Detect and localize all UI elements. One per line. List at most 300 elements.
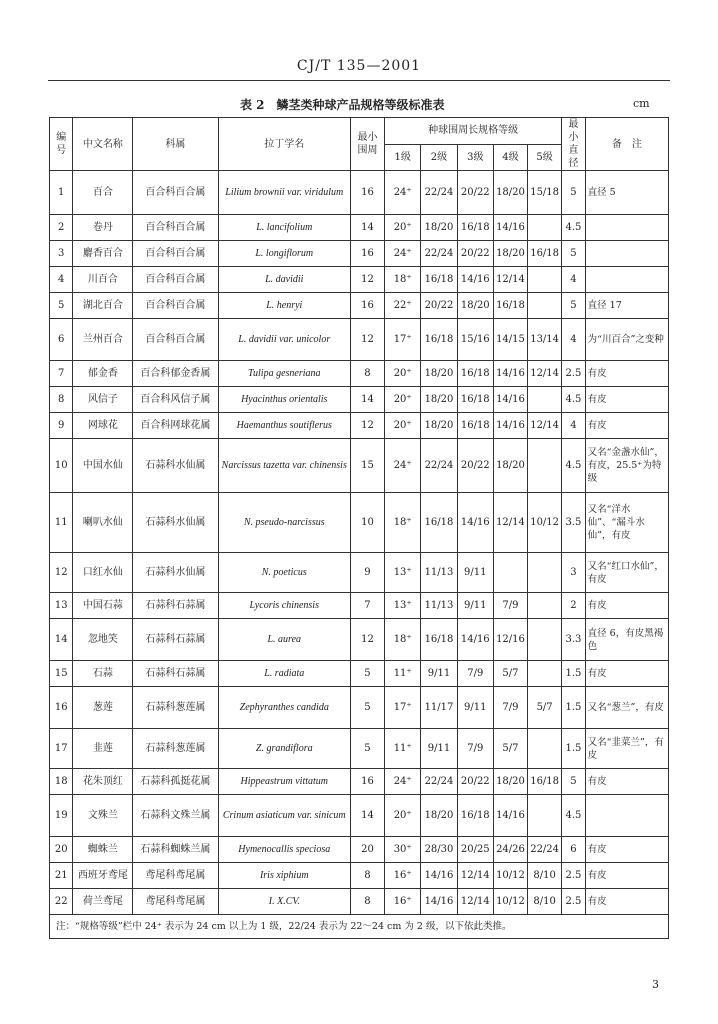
cell-cname: 中国水仙 (73, 439, 133, 493)
table-row (50, 319, 669, 361)
cell-grade-1: 20⁺ (385, 413, 421, 439)
cell-no: 10 (50, 439, 73, 493)
table-row (50, 413, 669, 439)
table-row (50, 863, 669, 889)
cell-cname: 西班牙鸢尾 (73, 863, 133, 889)
cell-no: 14 (50, 619, 73, 661)
cell-remark: 又名“葱兰”，有皮 (585, 687, 668, 729)
col-grade-4: 4级 (493, 144, 527, 171)
cell-family: 石蒜科蜘蛛兰属 (133, 837, 218, 863)
table-note: 注：“规格等级”栏中 24⁺ 表示为 24 cm 以上为 1 级，22/24 表示为 22～24 cm 为 2 级，以下依此类推。 (50, 915, 669, 939)
cell-min-girth: 14 (350, 795, 384, 837)
cell-grade-4: 18/20 (493, 171, 527, 215)
cell-latin: Lycoris chinensis (218, 593, 350, 619)
cell-grade-4: 24/26 (493, 837, 527, 863)
cell-grade-4: 14/16 (493, 361, 527, 387)
cell-cname: 卷丹 (73, 215, 133, 241)
cell-remark: 有皮 (585, 837, 668, 863)
cell-grade-1: 24⁺ (385, 171, 421, 215)
col-grade-2: 2级 (421, 144, 457, 171)
cell-grade-2: 22/24 (421, 769, 457, 795)
cell-cname: 网球花 (73, 413, 133, 439)
cell-grade-2: 14/16 (421, 863, 457, 889)
cell-grade-4: 10/12 (493, 889, 527, 915)
cell-grade-2: 11/13 (421, 593, 457, 619)
cell-grade-5: 12/14 (528, 361, 562, 387)
cell-family: 百合科网球花属 (133, 413, 218, 439)
cell-grade-2: 18/20 (421, 413, 457, 439)
cell-grade-5: 16/18 (528, 769, 562, 795)
cell-no: 2 (50, 215, 73, 241)
cell-remark: 为“川百合”之变种 (585, 319, 668, 361)
cell-remark (585, 215, 668, 241)
cell-grade-5: 8/10 (528, 863, 562, 889)
cell-grade-1: 13⁺ (385, 593, 421, 619)
cell-family: 百合科百合属 (133, 171, 218, 215)
table-row (50, 267, 669, 293)
cell-grade-1: 16⁺ (385, 863, 421, 889)
cell-grade-3: 15/16 (457, 319, 493, 361)
cell-latin: L. davidii (218, 267, 350, 293)
cell-grade-5: 12/14 (528, 413, 562, 439)
cell-no: 12 (50, 553, 73, 593)
cell-grade-5 (528, 553, 562, 593)
col-latin: 拉丁学名 (218, 118, 350, 171)
cell-grade-2: 11/17 (421, 687, 457, 729)
cell-grade-2: 16/18 (421, 319, 457, 361)
cell-min-girth: 9 (350, 553, 384, 593)
cell-grade-2: 22/24 (421, 241, 457, 267)
cell-grade-1: 16⁺ (385, 889, 421, 915)
cell-grade-3: 9/11 (457, 593, 493, 619)
cell-latin: L. henryi (218, 293, 350, 319)
cell-latin: L. lancifolium (218, 215, 350, 241)
cell-grade-2: 18/20 (421, 361, 457, 387)
cell-grade-5 (528, 387, 562, 413)
cell-min-diam: 5 (562, 293, 585, 319)
cell-no: 6 (50, 319, 73, 361)
cell-latin: N. poeticus (218, 553, 350, 593)
cell-remark (585, 795, 668, 837)
cell-grade-1: 17⁺ (385, 687, 421, 729)
cell-cname: 川百合 (73, 267, 133, 293)
cell-grade-1: 24⁺ (385, 439, 421, 493)
cell-grade-2: 18/20 (421, 795, 457, 837)
table-unit: cm (633, 97, 650, 110)
cell-cname: 口红水仙 (73, 553, 133, 593)
cell-grade-1: 18⁺ (385, 493, 421, 553)
cell-latin: Iris xiphium (218, 863, 350, 889)
table-row (50, 215, 669, 241)
cell-grade-4: 14/16 (493, 387, 527, 413)
cell-cname: 风信子 (73, 387, 133, 413)
table-row (50, 387, 669, 413)
cell-min-diam: 2 (562, 593, 585, 619)
cell-grade-4: 14/16 (493, 215, 527, 241)
cell-grade-1: 11⁺ (385, 729, 421, 769)
cell-family: 百合科风信子属 (133, 387, 218, 413)
cell-no: 15 (50, 661, 73, 687)
cell-grade-4: 5/7 (493, 729, 527, 769)
table-title: 表 2 鳞茎类种球产品规格等级标准表 (240, 98, 445, 112)
col-grade-5: 5级 (528, 144, 562, 171)
cell-cname: 兰州百合 (73, 319, 133, 361)
cell-cname: 麝香百合 (73, 241, 133, 267)
cell-grade-4: 18/20 (493, 769, 527, 795)
cell-grade-2: 14/16 (421, 889, 457, 915)
col-grade-1: 1级 (385, 144, 421, 171)
col-family: 科属 (133, 118, 218, 171)
cell-grade-5: 5/7 (528, 687, 562, 729)
cell-grade-5 (528, 267, 562, 293)
standard-number: CJ/T 135—2001 (296, 58, 422, 74)
cell-min-girth: 12 (350, 413, 384, 439)
cell-min-diam: 4.5 (562, 387, 585, 413)
cell-remark (585, 241, 668, 267)
cell-grade-1: 20⁺ (385, 387, 421, 413)
cell-remark: 有皮 (585, 413, 668, 439)
cell-grade-1: 20⁺ (385, 795, 421, 837)
cell-min-diam: 3 (562, 553, 585, 593)
cell-grade-5: 16/18 (528, 241, 562, 267)
cell-remark: 又名“金盏水仙”，有皮，25.5⁺为特级 (585, 439, 668, 493)
cell-grade-3: 16/18 (457, 361, 493, 387)
cell-no: 5 (50, 293, 73, 319)
cell-grade-1: 17⁺ (385, 319, 421, 361)
cell-no: 11 (50, 493, 73, 553)
table-row (50, 171, 669, 215)
cell-remark: 有皮 (585, 387, 668, 413)
cell-grade-2: 9/11 (421, 661, 457, 687)
col-no: 编号 (50, 118, 73, 171)
cell-no: 22 (50, 889, 73, 915)
cell-grade-2: 28/30 (421, 837, 457, 863)
cell-cname: 百合 (73, 171, 133, 215)
cell-grade-3: 9/11 (457, 687, 493, 729)
cell-min-girth: 16 (350, 171, 384, 215)
cell-grade-1: 18⁺ (385, 619, 421, 661)
cell-grade-3: 9/11 (457, 553, 493, 593)
cell-min-girth: 5 (350, 661, 384, 687)
cell-grade-1: 22⁺ (385, 293, 421, 319)
cell-remark: 又名“洋水仙”、“漏斗水仙”，有皮 (585, 493, 668, 553)
cell-grade-3: 14/16 (457, 619, 493, 661)
cell-grade-2: 16/18 (421, 619, 457, 661)
cell-latin: I. X.CV. (218, 889, 350, 915)
cell-min-diam: 4 (562, 413, 585, 439)
cell-grade-5: 10/12 (528, 493, 562, 553)
cell-grade-5 (528, 293, 562, 319)
cell-min-girth: 12 (350, 319, 384, 361)
cell-family: 石蒜科孤挺花属 (133, 769, 218, 795)
cell-grade-2: 11/13 (421, 553, 457, 593)
table-row (50, 889, 669, 915)
cell-cname: 蜘蛛兰 (73, 837, 133, 863)
cell-family: 石蒜科石蒜属 (133, 661, 218, 687)
cell-grade-5: 15/18 (528, 171, 562, 215)
cell-grade-3: 20/22 (457, 439, 493, 493)
cell-grade-1: 20⁺ (385, 215, 421, 241)
table-row (50, 769, 669, 795)
cell-family: 石蒜科葱莲属 (133, 729, 218, 769)
cell-grade-3: 16/18 (457, 413, 493, 439)
cell-latin: Hippeastrum vittatum (218, 769, 350, 795)
cell-cname: 荷兰鸢尾 (73, 889, 133, 915)
cell-grade-5 (528, 215, 562, 241)
cell-grade-4: 12/14 (493, 267, 527, 293)
col-grades-group: 种球围周长规格等级 (385, 118, 562, 145)
table-row (50, 593, 669, 619)
cell-family: 鸢尾科鸢尾属 (133, 889, 218, 915)
cell-remark: 有皮 (585, 863, 668, 889)
cell-grade-4: 14/15 (493, 319, 527, 361)
cell-cname: 韭莲 (73, 729, 133, 769)
cell-min-girth: 16 (350, 293, 384, 319)
table-row (50, 241, 669, 267)
col-min-diam: 最小直径 (562, 118, 585, 171)
cell-min-diam: 3.3 (562, 619, 585, 661)
cell-grade-1: 24⁺ (385, 769, 421, 795)
cell-min-diam: 2.5 (562, 361, 585, 387)
cell-grade-4: 14/16 (493, 795, 527, 837)
cell-min-diam: 1.5 (562, 729, 585, 769)
cell-remark: 有皮 (585, 361, 668, 387)
cell-remark: 直径 6，有皮黑褐色 (585, 619, 668, 661)
table-row (50, 293, 669, 319)
cell-grade-2: 18/20 (421, 387, 457, 413)
col-grade-3: 3级 (457, 144, 493, 171)
cell-grade-3: 16/18 (457, 387, 493, 413)
cell-latin: Lilium brownii var. viridulum (218, 171, 350, 215)
cell-grade-1: 30⁺ (385, 837, 421, 863)
cell-min-diam: 4 (562, 267, 585, 293)
cell-cname: 喇叭水仙 (73, 493, 133, 553)
cell-min-diam: 1.5 (562, 687, 585, 729)
cell-cname: 忽地笑 (73, 619, 133, 661)
cell-grade-3: 12/14 (457, 863, 493, 889)
cell-min-diam: 6 (562, 837, 585, 863)
cell-grade-4: 7/9 (493, 687, 527, 729)
cell-cname: 文殊兰 (73, 795, 133, 837)
cell-grade-5 (528, 439, 562, 493)
cell-latin: Haemanthus soutiflerus (218, 413, 350, 439)
cell-family: 石蒜科石蒜属 (133, 619, 218, 661)
cell-grade-5 (528, 729, 562, 769)
cell-latin: Zephyranthes candida (218, 687, 350, 729)
table-row (50, 837, 669, 863)
cell-min-girth: 8 (350, 863, 384, 889)
cell-grade-4: 18/20 (493, 241, 527, 267)
cell-grade-4: 12/16 (493, 619, 527, 661)
cell-min-girth: 5 (350, 729, 384, 769)
cell-min-girth: 16 (350, 241, 384, 267)
cell-latin: L. radiata (218, 661, 350, 687)
cell-min-girth: 12 (350, 267, 384, 293)
cell-grade-2: 18/20 (421, 215, 457, 241)
page-number: 3 (652, 978, 659, 991)
header-rule (48, 80, 670, 81)
cell-grade-3: 7/9 (457, 661, 493, 687)
cell-family: 鸢尾科鸢尾属 (133, 863, 218, 889)
cell-grade-3: 18/20 (457, 293, 493, 319)
cell-grade-4: 5/7 (493, 661, 527, 687)
cell-family: 石蒜科水仙属 (133, 493, 218, 553)
cell-remark: 有皮 (585, 769, 668, 795)
cell-family: 石蒜科水仙属 (133, 553, 218, 593)
cell-remark: 直径 5 (585, 171, 668, 215)
cell-remark (585, 267, 668, 293)
table-row (50, 493, 669, 553)
cell-grade-2: 22/24 (421, 171, 457, 215)
cell-no: 17 (50, 729, 73, 769)
table-row (50, 553, 669, 593)
cell-min-diam: 5 (562, 241, 585, 267)
cell-latin: N. pseudo-narcissus (218, 493, 350, 553)
cell-grade-3: 12/14 (457, 889, 493, 915)
cell-min-diam: 5 (562, 769, 585, 795)
cell-remark: 有皮 (585, 593, 668, 619)
table-row (50, 795, 669, 837)
cell-min-girth: 10 (350, 493, 384, 553)
cell-family: 百合科百合属 (133, 319, 218, 361)
cell-no: 9 (50, 413, 73, 439)
cell-latin: Narcissus tazetta var. chinensis (218, 439, 350, 493)
cell-grade-1: 18⁺ (385, 267, 421, 293)
cell-cname: 郁金香 (73, 361, 133, 387)
cell-grade-5: 22/24 (528, 837, 562, 863)
cell-remark: 有皮 (585, 661, 668, 687)
cell-family: 百合科百合属 (133, 241, 218, 267)
cell-grade-3: 20/22 (457, 769, 493, 795)
cell-min-girth: 5 (350, 687, 384, 729)
cell-min-diam: 2.5 (562, 863, 585, 889)
cell-min-diam: 2.5 (562, 889, 585, 915)
cell-no: 8 (50, 387, 73, 413)
cell-min-girth: 20 (350, 837, 384, 863)
cell-grade-1: 11⁺ (385, 661, 421, 687)
cell-grade-2: 20/22 (421, 293, 457, 319)
table-row (50, 729, 669, 769)
cell-no: 16 (50, 687, 73, 729)
cell-grade-2: 16/18 (421, 493, 457, 553)
cell-cname: 葱莲 (73, 687, 133, 729)
cell-cname: 中国石蒜 (73, 593, 133, 619)
cell-grade-2: 16/18 (421, 267, 457, 293)
cell-grade-3: 14/16 (457, 267, 493, 293)
cell-min-girth: 8 (350, 889, 384, 915)
cell-grade-1: 24⁺ (385, 241, 421, 267)
cell-min-girth: 14 (350, 215, 384, 241)
cell-grade-5 (528, 661, 562, 687)
cell-min-girth: 14 (350, 387, 384, 413)
cell-grade-3: 20/22 (457, 171, 493, 215)
cell-latin: Hyacinthus orientalis (218, 387, 350, 413)
cell-grade-4: 12/14 (493, 493, 527, 553)
cell-grade-3: 14/16 (457, 493, 493, 553)
cell-min-diam: 4.5 (562, 215, 585, 241)
col-cname: 中文名称 (73, 118, 133, 171)
col-remark: 备 注 (585, 118, 668, 171)
cell-min-diam: 4 (562, 319, 585, 361)
cell-min-girth: 15 (350, 439, 384, 493)
cell-family: 百合科百合属 (133, 267, 218, 293)
cell-remark: 有皮 (585, 889, 668, 915)
cell-grade-3: 20/25 (457, 837, 493, 863)
cell-latin: L. longiflorum (218, 241, 350, 267)
cell-grade-2: 22/24 (421, 439, 457, 493)
cell-grade-4: 14/16 (493, 413, 527, 439)
cell-min-diam: 4.5 (562, 795, 585, 837)
cell-latin: L. davidii var. unicolor (218, 319, 350, 361)
cell-cname: 花朱顶红 (73, 769, 133, 795)
cell-min-diam: 4.5 (562, 439, 585, 493)
cell-latin: Hymenocallis speciosa (218, 837, 350, 863)
cell-remark: 又名“红口水仙”，有皮 (585, 553, 668, 593)
cell-grade-4 (493, 553, 527, 593)
cell-grade-4: 7/9 (493, 593, 527, 619)
cell-latin: Z. grandiflora (218, 729, 350, 769)
cell-grade-5 (528, 593, 562, 619)
col-min-girth: 最小围周 (350, 118, 384, 171)
cell-grade-1: 13⁺ (385, 553, 421, 593)
cell-grade-5 (528, 795, 562, 837)
cell-family: 百合科百合属 (133, 293, 218, 319)
cell-no: 4 (50, 267, 73, 293)
cell-grade-3: 16/18 (457, 215, 493, 241)
table-row (50, 361, 669, 387)
cell-grade-5 (528, 619, 562, 661)
cell-grade-4: 10/12 (493, 863, 527, 889)
table-row (50, 687, 669, 729)
cell-no: 21 (50, 863, 73, 889)
cell-no: 18 (50, 769, 73, 795)
cell-min-girth: 8 (350, 361, 384, 387)
cell-grade-5: 8/10 (528, 889, 562, 915)
table-row (50, 619, 669, 661)
cell-grade-2: 9/11 (421, 729, 457, 769)
cell-no: 1 (50, 171, 73, 215)
cell-grade-3: 16/18 (457, 795, 493, 837)
cell-no: 19 (50, 795, 73, 837)
cell-cname: 石蒜 (73, 661, 133, 687)
table-row (50, 661, 669, 687)
cell-remark: 又名“韭菜兰”，有皮 (585, 729, 668, 769)
cell-grade-1: 20⁺ (385, 361, 421, 387)
cell-no: 20 (50, 837, 73, 863)
cell-grade-3: 20/22 (457, 241, 493, 267)
cell-no: 3 (50, 241, 73, 267)
cell-grade-4: 18/20 (493, 439, 527, 493)
cell-family: 石蒜科水仙属 (133, 439, 218, 493)
table-row (50, 439, 669, 493)
cell-min-diam: 3.5 (562, 493, 585, 553)
cell-grade-5: 13/14 (528, 319, 562, 361)
cell-remark: 直径 17 (585, 293, 668, 319)
cell-latin: Tulipa gesneriana (218, 361, 350, 387)
cell-no: 7 (50, 361, 73, 387)
cell-family: 石蒜科石蒜属 (133, 593, 218, 619)
cell-min-girth: 16 (350, 769, 384, 795)
cell-no: 13 (50, 593, 73, 619)
cell-family: 石蒜科文殊兰属 (133, 795, 218, 837)
cell-family: 百合科百合属 (133, 215, 218, 241)
cell-latin: L. aurea (218, 619, 350, 661)
cell-family: 百合科郁金香属 (133, 361, 218, 387)
cell-min-girth: 7 (350, 593, 384, 619)
cell-min-diam: 1.5 (562, 661, 585, 687)
spec-table (49, 117, 669, 939)
cell-min-girth: 12 (350, 619, 384, 661)
